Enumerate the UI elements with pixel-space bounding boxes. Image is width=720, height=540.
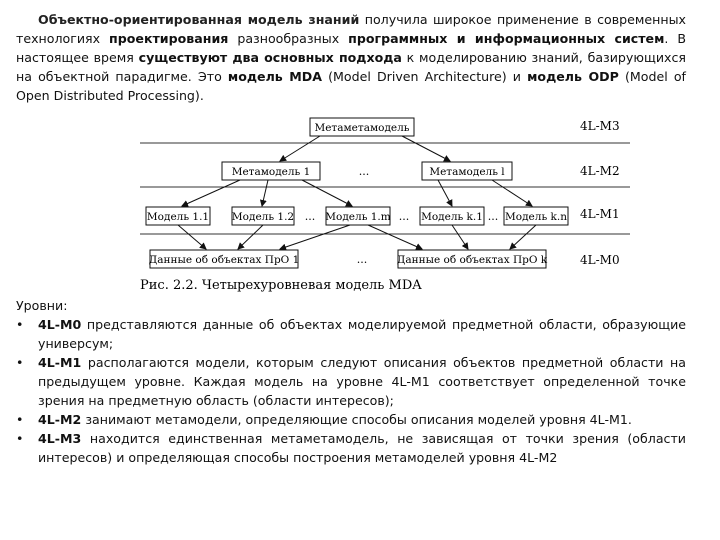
- level-label-m0: 4L-M0: [580, 253, 620, 267]
- bullet: •: [16, 431, 24, 446]
- metamodel-l-label: Метамодель l: [429, 166, 505, 178]
- list-item: • 4L-M3 находится единственная метаметамодель, не зависящая от точки зрения (области интересов) и определяющая способы построения метамоделей уровня 4L-M2: [16, 431, 686, 465]
- model-1-m-label: Модель 1.m: [325, 211, 391, 223]
- list-item: • 4L-M0 представляются данные об объектах моделируемой предметной области, образующие универсум;: [16, 317, 686, 351]
- ellipsis-m0: ...: [356, 253, 368, 266]
- ellipsis-m1-a: ...: [304, 210, 316, 223]
- figure-caption: Рис. 2.2. Четырехуровневая модель MDA: [140, 278, 422, 293]
- levels-title: Уровни:: [16, 298, 68, 313]
- bullet: •: [16, 412, 24, 427]
- ellipsis-m1-b: ...: [398, 210, 410, 223]
- levels-list: [16, 315, 686, 467]
- intro-lead: Объектно-ориентированная модель знаний: [38, 12, 360, 27]
- data-k-label: Данные об объектах ПрО k: [396, 254, 548, 266]
- bullet: •: [16, 317, 24, 332]
- level-label-m3: 4L-M3: [580, 119, 620, 133]
- model-k-1-label: Модель k.1: [421, 211, 483, 223]
- ellipsis-m2: ...: [358, 165, 370, 178]
- model-1-2-label: Модель 1.2: [231, 211, 295, 223]
- diagram-arrows: [178, 136, 536, 249]
- bullet: •: [16, 355, 24, 370]
- ellipsis-m1-c: ...: [487, 210, 499, 223]
- metametamodel-label: Метаметамодель: [314, 122, 410, 134]
- list-item: • 4L-M1 располагаются модели, которым следуют описания объектов предметной области на предыдущем уровне. Каждая модель на уровне 4L-M1 соответствует определенной точке зрения на предметную область (области интересов);: [16, 355, 686, 408]
- mda-diagram: [140, 108, 630, 296]
- metamodel-1-label: Метамодель 1: [231, 166, 311, 178]
- model-1-1-label: Модель 1.1: [146, 211, 210, 223]
- model-k-n-label: Модель k.n: [505, 211, 567, 223]
- levels-section: [16, 296, 686, 467]
- data-1-label: Данные об объектах ПрО 1: [148, 254, 300, 266]
- intro-paragraph: Объектно-ориентированная модель знаний получила широкое применение в современных технологиях проектирования разнообразных программных и информационных систем. В настоящее время существуют два основных подхода к моделированию знаний, базирующихся на объектной парадигме. Это модель MDA (Model Driven Architecture) и модель ODP (Model of Open Distributed Processing).: [16, 12, 686, 103]
- list-item: • 4L-M2 занимают метамодели, определяющие способы описания моделей уровня 4L-M1.: [16, 412, 632, 427]
- level-label-m2: 4L-M2: [580, 164, 620, 178]
- level-label-m1: 4L-M1: [580, 207, 620, 221]
